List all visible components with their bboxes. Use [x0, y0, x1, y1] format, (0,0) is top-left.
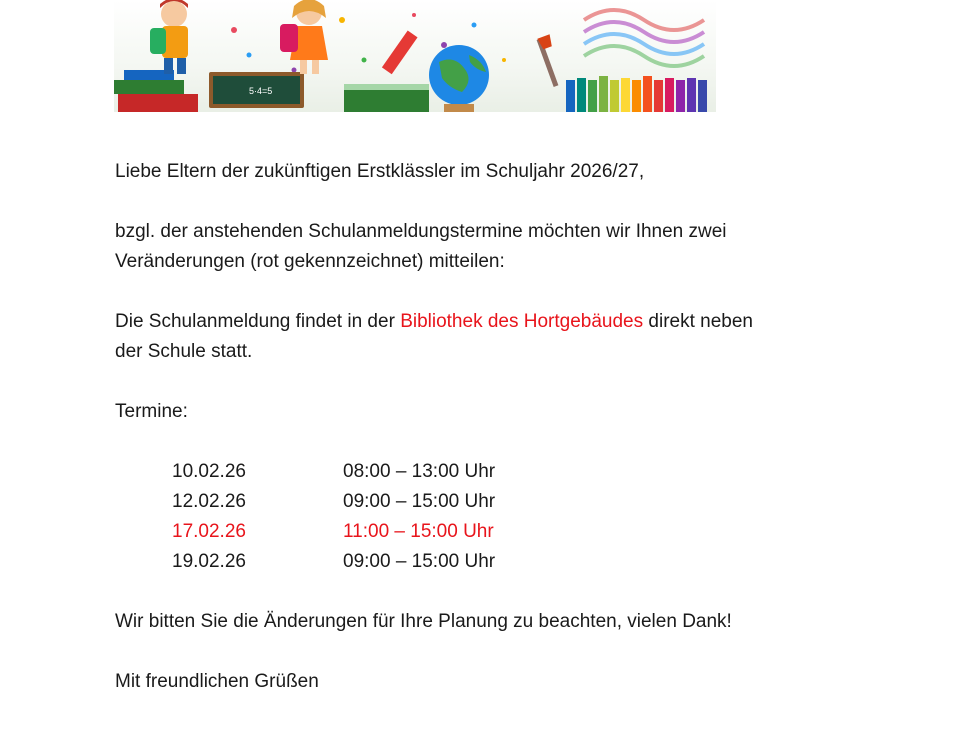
location-line-2: der Schule statt. — [115, 341, 253, 362]
greeting-line: Liebe Eltern der zukünftigen Erstklässler im Schuljahr 2026/27, — [115, 161, 645, 182]
schedule-time: 08:00 – 13:00 Uhr — [343, 461, 496, 482]
location-highlight: Bibliothek des Hortgebäudes — [400, 311, 644, 332]
intro-line-1: bzgl. der anstehenden Schulanmeldungstermine möchten wir Ihnen zwei — [115, 221, 727, 242]
scribble-drawing-icon — [584, 10, 704, 66]
letter-body — [115, 157, 835, 697]
schedule-row — [172, 547, 835, 577]
chalkboard-icon — [209, 72, 304, 108]
colored-pencils-icon — [566, 76, 707, 112]
intro-line-2: Veränderungen (rot gekennzeichnet) mitteilen: — [115, 251, 505, 272]
location-paragraph — [115, 307, 835, 337]
schedule-time: 09:00 – 15:00 Uhr — [343, 491, 496, 512]
schedule-row — [172, 457, 835, 487]
schedule-time: 11:00 – 15:00 Uhr — [343, 521, 494, 542]
books-icon — [114, 70, 198, 112]
schedule-date: 19.02.26 — [172, 551, 246, 572]
schedule-list — [172, 457, 835, 577]
schedule-row — [172, 487, 835, 517]
crayon-icon — [382, 31, 418, 75]
sign-off: Mit freundlichen Grüßen — [115, 671, 319, 692]
girl-child-icon — [280, 0, 328, 74]
schedule-date: 17.02.26 — [172, 521, 246, 542]
boy-child-icon — [150, 0, 188, 74]
paint-brush-icon — [537, 34, 559, 87]
schedule-date: 12.02.26 — [172, 491, 246, 512]
globe-icon — [429, 45, 489, 112]
schedule-date: 10.02.26 — [172, 461, 246, 482]
schedule-row-changed — [172, 517, 835, 547]
termine-label: Termine: — [115, 401, 188, 422]
header-banner-image — [114, 0, 716, 112]
location-text-before: Die Schulanmeldung findet in der — [115, 311, 401, 332]
schedule-time: 09:00 – 15:00 Uhr — [343, 551, 496, 572]
svg-text:5·4=5: 5·4=5 — [249, 86, 273, 96]
green-book-icon — [344, 84, 429, 112]
closing-note: Wir bitten Sie die Änderungen für Ihre Planung zu beachten, vielen Dank! — [115, 611, 732, 632]
location-text-after: direkt neben — [643, 311, 753, 332]
